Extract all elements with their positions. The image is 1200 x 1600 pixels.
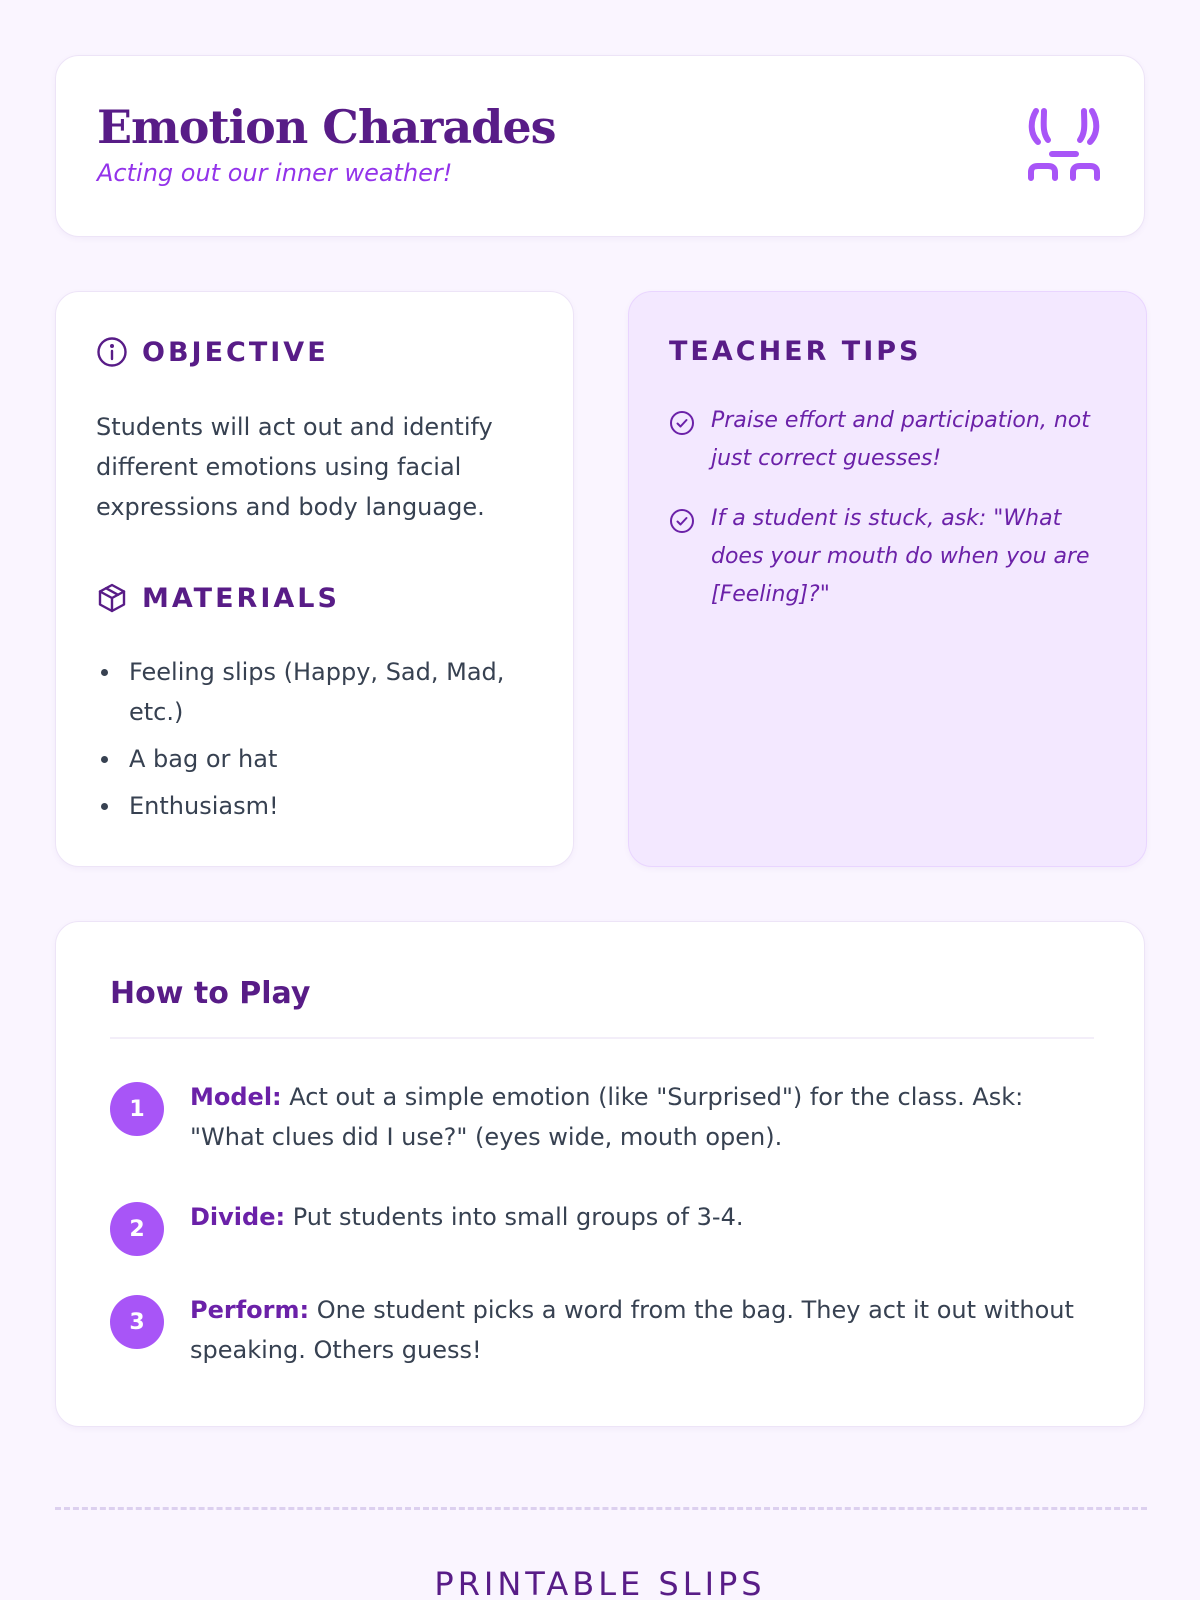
step-label: Perform:	[190, 1296, 310, 1324]
materials-list	[96, 652, 546, 833]
page-title: Emotion Charades	[97, 100, 556, 154]
step-item	[110, 1197, 1094, 1256]
check-circle-icon	[669, 410, 695, 436]
step-description: Put students into small groups of 3-4.	[285, 1203, 744, 1231]
objective-heading	[96, 336, 329, 368]
list-item: A bag or hat	[96, 739, 546, 779]
step-number-badge: 2	[110, 1202, 164, 1256]
theater-masks-icon	[1026, 106, 1102, 182]
printable-slips-title: PRINTABLE SLIPS	[434, 1565, 766, 1600]
list-item: Enthusiasm!	[96, 786, 546, 826]
materials-heading	[96, 582, 340, 614]
tip-item	[669, 402, 1109, 478]
step-description: One student picks a word from the bag. They act it out without speaking. Others guess!	[190, 1296, 1074, 1364]
list-item: Feeling slips (Happy, Sad, Mad, etc.)	[96, 652, 546, 732]
step-number-badge: 3	[110, 1295, 164, 1349]
step-item	[110, 1290, 1094, 1370]
objective-heading-label: OBJECTIVE	[142, 336, 329, 368]
tip-text: If a student is stuck, ask: "What does your mouth do when you are [Feeling]?"	[711, 506, 1090, 607]
objective-materials-card	[55, 291, 574, 867]
page-subtitle: Acting out our inner weather!	[97, 159, 453, 187]
section-divider	[55, 1507, 1147, 1510]
step-text	[190, 1290, 1094, 1370]
step-description: Act out a simple emotion (like "Surprised") for the class. Ask: "What clues did I use?" (eyes wide, mouth open).	[190, 1083, 1024, 1151]
tip-text: Praise effort and participation, not just correct guesses!	[711, 408, 1090, 471]
step-text	[190, 1197, 1094, 1256]
check-circle-icon	[669, 508, 695, 534]
box-icon	[96, 582, 128, 614]
step-text	[190, 1077, 1094, 1157]
step-label: Divide:	[190, 1203, 286, 1231]
how-to-play-card	[55, 921, 1145, 1427]
materials-heading-label: MATERIALS	[142, 582, 340, 614]
teacher-tips-card	[628, 291, 1147, 867]
info-circle-icon	[96, 336, 128, 368]
objective-text: Students will act out and identify different emotions using facial expressions and body language.	[96, 413, 493, 521]
how-to-play-title: How to Play	[110, 976, 311, 1011]
step-number-badge: 1	[110, 1082, 164, 1136]
header-card	[55, 55, 1145, 237]
step-item	[110, 1077, 1094, 1157]
tips-heading: TEACHER TIPS	[669, 336, 922, 367]
divider	[110, 1037, 1094, 1039]
tip-item	[669, 500, 1109, 614]
step-label: Model:	[190, 1083, 282, 1111]
